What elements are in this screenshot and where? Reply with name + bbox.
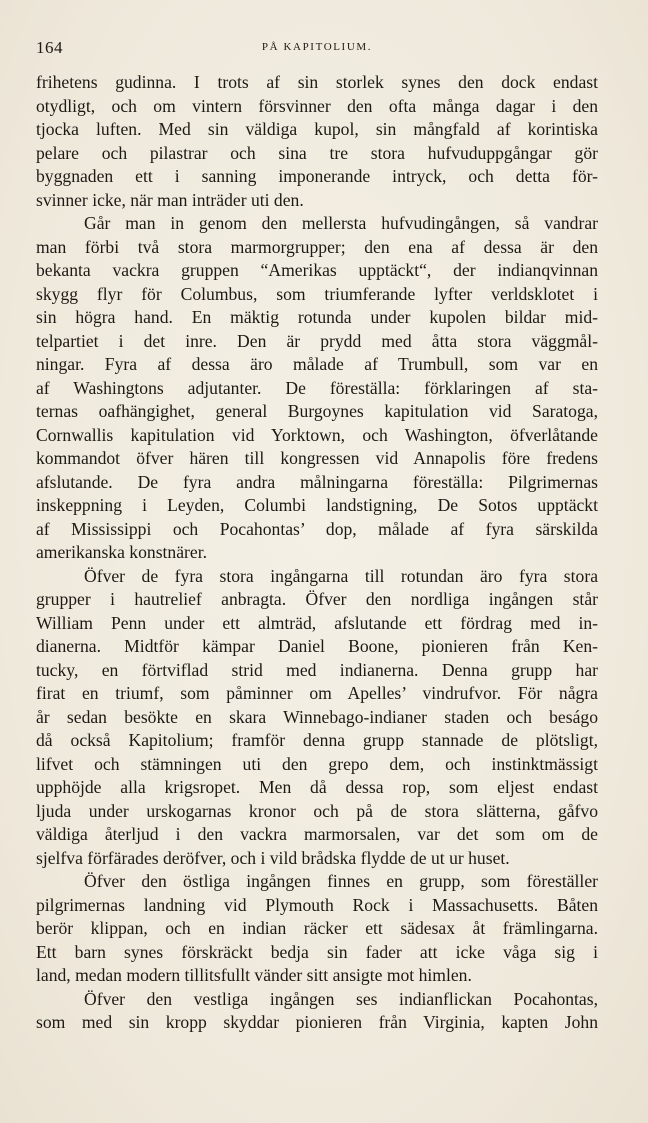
text-line: grupper i hautrelief anbragta. Öfver den nordliga ingången står: [36, 589, 598, 609]
text-line: af Washingtons adjutanter. De föreställa: förklaringen af sta-: [36, 377, 598, 398]
text-line: Cornwallis kapitulation vid Yorktown, och Washington, öfverlåtande: [36, 424, 598, 445]
text-line: som med sin kropp skyddar pionieren från Virginia, kapten John: [36, 1012, 598, 1032]
text-line: amerikanska konstnärer.: [36, 542, 207, 562]
text-line: ljuda under urskogarnas kronor och på de stora slätterna, gåfvo: [36, 800, 598, 821]
page-header: [36, 38, 598, 58]
text-line: år sedan besökte en skara Winnebago-indianer staden och beságo: [36, 706, 598, 727]
text-line: firat en triumf, som påminner om Apelles’ vindrufvor. För några: [36, 683, 598, 703]
text-line: pelare och pilastrar och sina tre stora hufvuduppgångar gör: [36, 142, 598, 163]
text-line: kommandot öfver hären till kongressen vid Annapolis före fredens: [36, 448, 598, 468]
text-line: sjelfva förfärades deröfver, och i vild brådska flydde de ut ur huset.: [36, 847, 510, 868]
text-line: då också Kapitolium; framför denna grupp stannade de plötsligt,: [36, 730, 598, 750]
text-line: Går man in genom den mellersta hufvudingången, så vandrar: [84, 213, 598, 233]
text-line: skygg flyr för Columbus, som triumferande lyfter verldsklotet i: [36, 283, 598, 304]
text-line: upphöjde alla krigsropet. Men då dessa rop, som eljest endast: [36, 777, 598, 797]
text-line: man förbi två stora marmorgrupper; den ena af dessa är den: [36, 236, 598, 257]
running-head: PÅ KAPITOLIUM.: [261, 41, 373, 53]
body-text: [36, 71, 598, 1035]
text-line: lifvet och stämningen uti den grepo dem, och instinktmässigt: [36, 753, 598, 774]
text-line: sin högra hand. En mäktig rotunda under kupolen bildar mid-: [36, 307, 598, 327]
text-line: dianerna. Midtför kämpar Daniel Boone, pionieren från Ken-: [36, 636, 598, 656]
text-line: afslutande. De fyra andra målningarna föreställa: Pilgrimernas: [36, 471, 598, 492]
text-line: pilgrimernas landning vid Plymouth Rock i Massachusetts. Båten: [36, 894, 598, 915]
text-line: tjocka luften. Med sin väldiga kupol, sin mångfald af korintiska: [36, 119, 598, 139]
text-line: Ett barn synes förskräckt bedja sin fader att icke våga sig i: [36, 941, 598, 962]
text-line: tucky, en förtviflad strid med indianerna. Denna grupp har: [36, 659, 598, 680]
text-line: otydligt, och om vintern försvinner den ofta många dagar i den: [36, 95, 598, 116]
text-line: af Mississippi och Pocahontas’ dop, målade af fyra särskilda: [36, 518, 598, 539]
text-line: telpartiet i det inre. Den är prydd med åtta stora väggmål-: [36, 330, 598, 351]
text-line: land, medan modern tillitsfullt vänder sitt ansigte mot himlen.: [36, 965, 472, 985]
text-line: Öfver de fyra stora ingångarna till rotundan äro fyra stora: [84, 565, 598, 586]
text-line: byggnaden ett i sanning imponerande intryck, och detta för-: [36, 166, 598, 186]
text-line: inskeppning i Leyden, Columbi landstigning, De Sotos upptäckt: [36, 495, 598, 515]
text-line: ningar. Fyra af dessa äro målade af Trumbull, som var en: [36, 354, 598, 374]
text-line: ternas oafhängighet, general Burgoynes kapitulation vid Saratoga,: [36, 401, 598, 421]
text-line: bekanta vackra gruppen “Amerikas upptäckt“, der indianqvinnan: [36, 260, 598, 280]
page-number: 164: [36, 38, 63, 57]
text-line: Öfver den vestliga ingången ses indianflickan Pocahontas,: [84, 988, 598, 1009]
text-line: frihetens gudinna. I trots af sin storlek synes den dock endast: [36, 72, 598, 92]
text-line: väldiga återljud i den vackra marmorsalen, var det som om de: [36, 824, 598, 844]
text-line: berör klippan, och en indian räcker ett sädesax åt främlingarna.: [36, 918, 598, 938]
text-line: Öfver den östliga ingången finnes en grupp, som föreställer: [84, 871, 598, 891]
text-line: William Penn under ett almträd, afslutande ett fördrag med in-: [36, 612, 598, 633]
text-line: svinner icke, när man inträder uti den.: [36, 189, 304, 210]
